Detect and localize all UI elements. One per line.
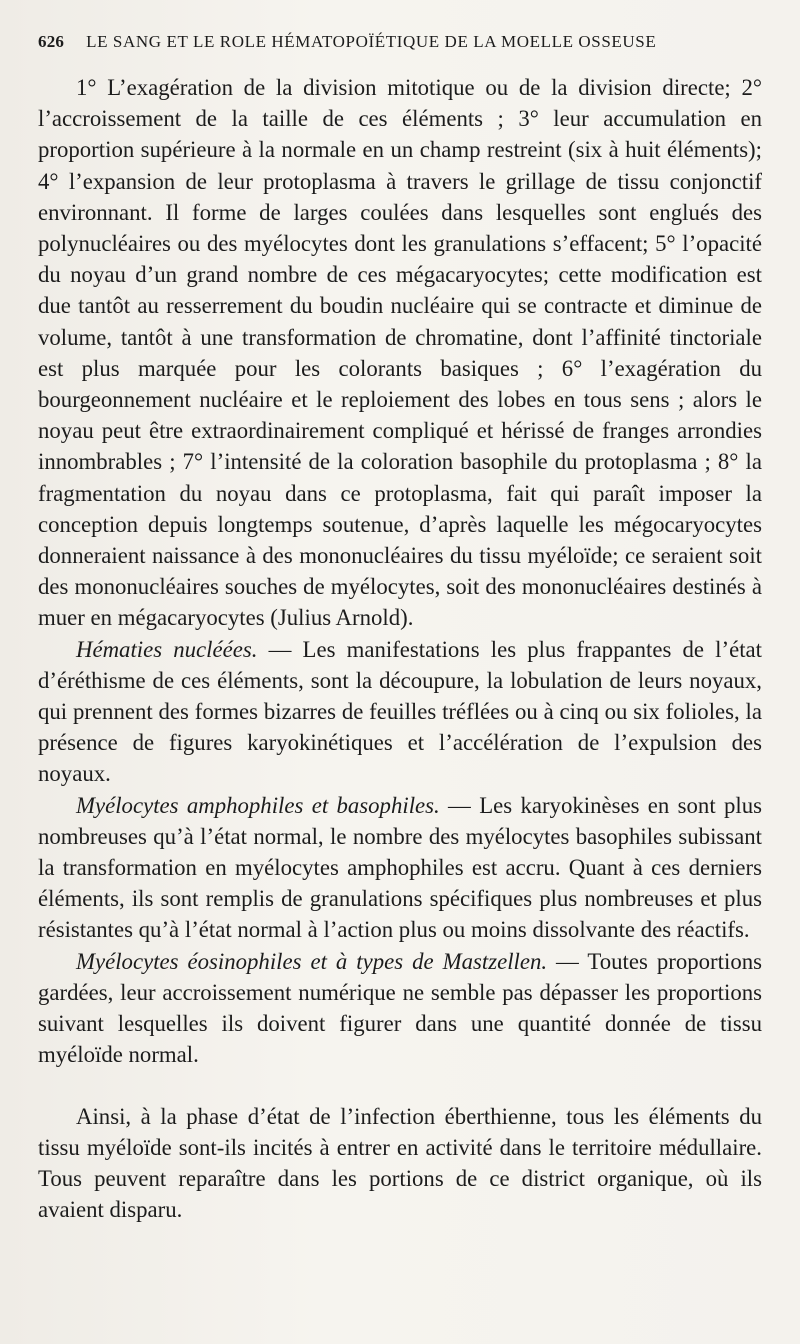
paragraph-text: — Les manifestations les plus frappantes de l’état d’éréthisme de ces éléments, sont la découpure, la lobulation de leurs noyaux, qui prennent des formes bizarres de feuilles tréflées ou à cinq ou six folioles, la présence de figures karyokinétiques et l’accélération de l’expulsion des noyaux. [38,636,762,787]
paragraph-hematies-nucleees [38,634,762,790]
page-header [38,32,762,52]
paragraph-megacaryocytes: 1° L’exagération de la division mitotique ou de la division directe; 2° l’accroissement de la taille de ces éléments ; 3° leur accumulation en proportion supérieure à la normale en un champ restreint (six à huit éléments); 4° l’expansion de leur protoplasma à travers le grillage de tissu conjonctif environnant. Il forme de larges coulées dans lesquelles sont englués des polynucléaires ou des myélocytes dont les granulations s’effacent; 5° l’opacité du noyau d’un grand nombre de ces mégacaryocytes; cette modification est due tantôt au resserrement du boudin nucléaire qui se contracte et diminue de volume, tantôt à une transformation de chromatine, dont l’affinité tinctoriale est plus marquée pour les colorants basiques ; 6° l’exagération du bourgeonnement nucléaire et le reploiement des lobes en tous sens ; alors le noyau peut être extraordinairement compliqué et hérissé de franges arrondies innombrables ; 7° l’intensité de la coloration basophile du protoplasma ; 8° la fragmentation du noyau dans ce protoplasma, fait qui paraît imposer la conception depuis longtemps soutenue, d’après laquelle les mégocaryocytes donneraient naissance à des mononucléaires du tissu myéloïde; ce seraient soit des mononucléaires souches de myélocytes, soit des mononucléaires destinés à muer en mégacaryocytes (Julius Arnold). [38,75,762,631]
page-number: 626 [38,32,65,51]
subheading-myelocytes-eosinophiles: Myélocytes éosinophiles et à types de Mastzellen. [76,948,548,974]
paragraph-myelocytes-eosinophiles [38,946,762,1071]
paragraph-conclusion: Ainsi, à la phase d’état de l’infection éberthienne, tous les éléments du tissu myéloïde sont-ils incités à entrer en activité dans le territoire médullaire. Tous peuvent reparaître dans les portions de ce district organique, où ils avaient disparu. [38,1103,762,1223]
subheading-hematies-nucleees: Hématies nucléées. [76,636,258,662]
running-title: LE SANG ET LE ROLE HÉMATOPOÏÉTIQUE DE LA MOELLE OSSEUSE [86,32,657,51]
paragraph-text: — Les karyokinèses en sont plus nombreuses qu’à l’état normal, le nombre des myélocytes basophiles subissant la transformation en myélocytes amphophiles est accru. Quant à ces derniers éléments, ils sont remplis de granulations spécifiques plus nombreuses et plus résistantes qu’à l’état normal à l’action plus ou moins dissolvante des réactifs. [38,792,762,943]
paragraph-spacer [38,1071,762,1101]
paragraph-myelocytes-amphophiles [38,790,762,946]
body-text [38,72,762,1225]
subheading-myelocytes-amphophiles: Myélocytes amphophiles et basophiles. [76,792,440,818]
paragraph-text: — Toutes proportions gardées, leur accroissement numérique ne semble pas dépasser les proportions suivant lesquelles ils doivent figurer dans une quantité donnée de tissu myéloïde normal. [38,948,762,1068]
